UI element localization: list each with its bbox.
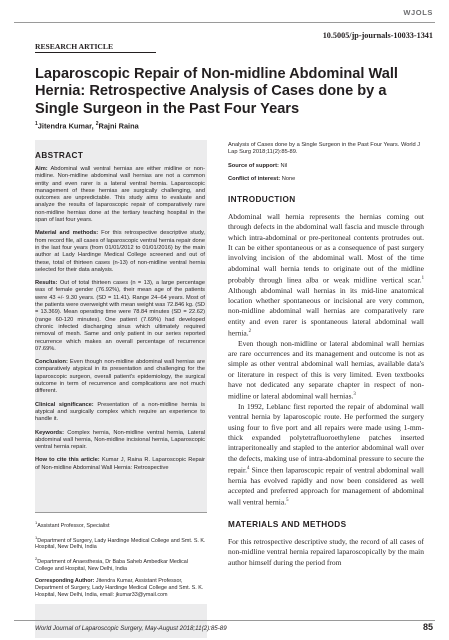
intro-paragraph-1 bbox=[228, 212, 424, 339]
aim-text: Abdominal wall ventral hernias are either midline or non-midline. Non-midline abdominal wall hernias are not a common entity and even rarer is a lateral ventral hernia. Laparoscopic management of these hernias are surgically challenging, and outcomes are unpredictable. This study aims to evaluate and analyze the results of laparoscopic repair of comparatively rare non-midline hernias done at the tertiary teaching hospital in the span of last four years. bbox=[35, 166, 205, 224]
abstract-conclusion bbox=[35, 359, 205, 395]
page-number: 85 bbox=[422, 622, 433, 632]
results-label: Results: bbox=[35, 280, 58, 287]
authors bbox=[35, 121, 139, 130]
conflict-text: None bbox=[280, 175, 296, 182]
abstract-cite bbox=[35, 457, 205, 472]
methods-label: Material and methods: bbox=[35, 230, 99, 237]
conflict-of-interest bbox=[228, 176, 424, 183]
article-type: RESEARCH ARTICLE bbox=[35, 42, 114, 51]
intro-p1b-text: Although abdominal wall hernias in its mid-line anatomical location whether spontaneous or incisional are very common, non-midline abdominal wall hernias are comparatively rare entity and even rarer is spontaneous lateral abdominal wall hernia. bbox=[228, 285, 424, 338]
ref-4[interactable]: 4 bbox=[246, 465, 250, 471]
abstract-methods bbox=[35, 230, 205, 274]
intro-p3b-text: Since then laparoscopic repair of ventral abdominal wall hernia has evolved rapidly and now been considered as well accepted and preferred approach for management of abdominal wall ventral hernia. bbox=[228, 465, 424, 507]
cite-continuation: Analysis of Cases done by a Single Surgeon in the Past Four Years. World J Lap Surg 2018;11(2):85-89. bbox=[228, 142, 421, 156]
intro-paragraph-2 bbox=[228, 339, 424, 402]
support-label: Source of support: bbox=[228, 162, 279, 169]
ref-2[interactable]: 2 bbox=[248, 328, 252, 334]
footer-divider bbox=[14, 620, 435, 621]
corr-label: Corresponding Author: bbox=[35, 577, 95, 584]
results-text: Out of total thirteen cases (n = 13), a large percentage was of female gender (76.92%), their mean age of the patients were 43 +/- 9.30 years. (SD = 11.41). Range 24–64 years. Most of the patients were overweight with mean weight was 72.846 kg. (SD = 13.369). Mean operating time were 78.84 minutes (SD = 22.62) (range 60-120 minutes). One patient (7.69%) had developed chronic infected discharging sinus which ultimately required removal of mesh. Same and only patient in our series reported recurrence which makes an overall percentage of recurrence 07.69%. bbox=[35, 280, 205, 352]
footnotes bbox=[35, 512, 207, 604]
intro-paragraph-3 bbox=[228, 402, 424, 508]
keywords-label: Keywords: bbox=[35, 429, 65, 436]
author-2: Rajni Raina bbox=[98, 121, 139, 131]
role-sup-1: 1 bbox=[35, 520, 38, 525]
author-roles-text: Assistant Professor, Specialist bbox=[37, 522, 110, 529]
keywords-text: Complex hernia, Non-midline ventral hernia, Lateral abdominal wall hernia, Non-midline incisional hernia, Laparoscopic ventral hernia repair. bbox=[35, 429, 205, 451]
ref-5[interactable]: 5 bbox=[286, 498, 289, 504]
affiliation-1-text: Department of Surgery, Lady Hardinge Medical College and Smt. S. K. Hospital, New Delhi, India bbox=[35, 537, 206, 551]
ref-3[interactable]: 3 bbox=[353, 392, 356, 398]
methods-text: For this retrospective descriptive study, from record file, all cases of laparoscopic ventral hernia repair done in the last four years (from 01/01/2012 to 01/01/2016) by the main author at Lady Hardinge Medical College screened and out of these, total of thirteen cases (n-13) of non-midline ventral hernia selected for their data analysis. bbox=[35, 230, 205, 273]
methods-heading: MATERIALS AND METHODS bbox=[228, 520, 347, 529]
abstract-significance bbox=[35, 402, 205, 424]
cite-text: Kumar J, Raina R. Laparoscopic Repair of Non-midline Abdominal Wall Hernia: Retrospective bbox=[35, 457, 205, 471]
conflict-label: Conflict of interest: bbox=[228, 175, 281, 182]
author-2-sup: 2 bbox=[95, 121, 99, 127]
right-column bbox=[228, 142, 424, 568]
article-title: Laparoscopic Repair of Non-midline Abdominal Wall Hernia: Retrospective Analysis of Cases done by a Single Surgeon in the Past Four Years bbox=[35, 66, 398, 117]
intro-p1-text: Abdominal wall hernia represents the hernias coming out through defects in the abdominal wall fascia and muscle through which intra-abdominal or pre-peritoneal contents protrudes out. It can be either spontaneous or as a consequence of past surgery involving incision of the abdominal wall. Most of the time abdominal wall hernia tends to originate out of the midline probably through linea alba or weak midline vertical scar. bbox=[228, 212, 424, 285]
conclusion-label: Conclusion: bbox=[35, 359, 68, 366]
aim-label: Aim: bbox=[35, 166, 48, 172]
intro-p2-text: Even though non-midline or lateral abdominal wall hernias are rare occurrences and its management and outcome is not as simple as other ventral abdominal wall hernias, available data's or literature in respect of this is very limited. Even textbooks have not dedicated any separate chapter in respect of non-midline or lateral abdominal wall hernias. bbox=[228, 338, 424, 401]
significance-text: Presentation of a non-midline hernia is atypical and surgically complex which require an experience to handle it. bbox=[35, 401, 205, 423]
author-roles bbox=[35, 520, 207, 530]
author-1: Jitendra Kumar, bbox=[37, 121, 96, 131]
abstract-heading: ABSTRACT bbox=[35, 151, 84, 160]
affiliation-1 bbox=[35, 535, 207, 552]
article-type-rule bbox=[35, 52, 156, 53]
source-of-support bbox=[228, 163, 424, 170]
journal-abbrev: WJOLS bbox=[403, 8, 433, 17]
cite-label: How to cite this article: bbox=[35, 457, 100, 464]
corresponding-author bbox=[35, 578, 207, 599]
affiliation-2 bbox=[35, 556, 207, 573]
footer-journal: World Journal of Laparoscopic Surgery, May-August 2018;11(2):85-89 bbox=[35, 625, 227, 632]
abstract-results bbox=[35, 280, 205, 353]
intro-p3-text: In 1992, Leblanc first reported the repair of abdominal wall ventral hernia by laparoscopic route. He performed the surgery using four to five port and all repairs were made using 1-mm-thick expanded polytetrafluoroethylene patches inserted intraperitoneally and stapled to the anterior abdominal wall over the defects, making use of intra-abdominal pressure to secure the repair. bbox=[228, 402, 424, 475]
affiliation-2-text: Department of Anaesthesia, Dr Baba Saheb Ambedkar Medical College and Hospital, New Delhi, India bbox=[35, 559, 188, 573]
doi[interactable]: 10.5005/jp-journals-10033-1341 bbox=[322, 31, 433, 40]
support-text: Nil bbox=[278, 162, 288, 169]
ref-1[interactable]: 1 bbox=[421, 275, 424, 281]
header-divider bbox=[14, 22, 435, 23]
conclusion-text: Even though non-midline abdominal wall hernias are comparatively atypical in its presentation and challenging for the laparoscopic surgeon, overall patient's epidemiology, the surgical outcome in term of recurrence and complications are not much different. bbox=[35, 359, 205, 395]
abstract-keywords bbox=[35, 430, 205, 452]
significance-label: Clinical significance: bbox=[35, 401, 94, 408]
affiliation-1-sup: 1 bbox=[35, 534, 38, 540]
affiliation-2-sup: 2 bbox=[35, 556, 38, 562]
methods-paragraph-1: For this retrospective descriptive study, the record of all cases of non-midline ventral hernia repaired laparoscopically by the main author himself during the period from bbox=[228, 537, 424, 567]
author-1-sup: 1 bbox=[35, 121, 38, 127]
introduction-heading: INTRODUCTION bbox=[228, 195, 296, 205]
abstract-aim bbox=[35, 166, 205, 224]
corr-text: Jitendra Kumar, Assistant Professor, Department of Surgery, Lady Hardinge Medical College and Smt. S. K. Hospital, New Delhi, India, email: jkumar33@ymail.com bbox=[35, 577, 204, 598]
